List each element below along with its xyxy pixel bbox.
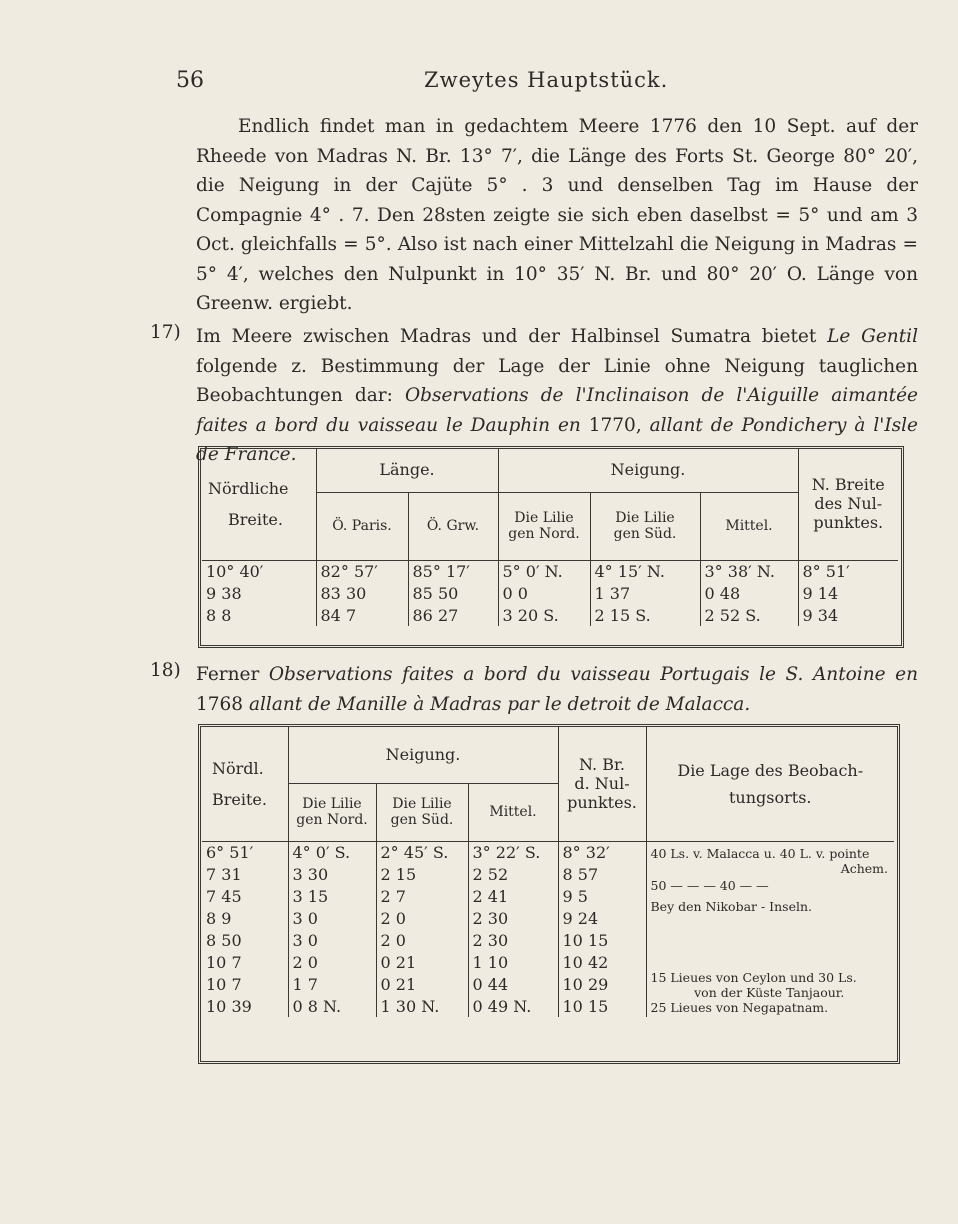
t2-loc4	[651, 970, 889, 1015]
t1-nbreite-3: punktes.	[813, 513, 884, 533]
t2-header-lat-1: Nördl.	[212, 758, 264, 778]
t2-cell-lat: 8 9	[206, 908, 232, 928]
t2-cell-nord: 4° 0′ S.	[288, 841, 376, 863]
t2-cell-nord: 1 7	[288, 973, 376, 995]
t1-lilie-nord-2: gen Nord.	[508, 526, 580, 542]
p17-italic-a: Le Gentil	[827, 326, 918, 347]
table-dauphin	[202, 448, 898, 626]
t2-header-nbr	[558, 727, 646, 841]
p17-text-c: 1770,	[580, 414, 650, 436]
t2-cell-mittel: 2 52	[468, 863, 558, 885]
paragraph-18	[196, 660, 918, 719]
t2-cell-sued: 2 15	[376, 863, 468, 885]
t2-cell-nord: 3 0	[288, 929, 376, 951]
t1-header-paris: Ö. Paris.	[316, 492, 408, 560]
p18-text-b: 1768	[196, 693, 249, 715]
t1-cell-nord: 5° 0′ N.	[498, 560, 590, 582]
t1-row	[202, 604, 898, 626]
t1-header-neigung: Neigung.	[498, 448, 798, 492]
t1-cell-mittel: 2 52 S.	[700, 604, 798, 626]
paragraph-number-18: 18)	[150, 660, 181, 681]
t2-lage-1: Die Lage des Beobach-	[677, 760, 864, 780]
t2-header-neigung: Neigung.	[288, 727, 558, 783]
t1-header-lat-2: Breite.	[228, 509, 283, 529]
p17-text-b: folgende z. Bestimmung der Lage der Linie ohne Neigung tauglichen Beobachtungen dar:	[196, 355, 918, 406]
t2-cell-nul: 10 42	[558, 951, 646, 973]
t2-lilie-sued-1: Die Lilie	[392, 796, 452, 812]
t2-loc3: Bey den Nikobar - Inseln.	[650, 898, 812, 914]
t2-lilie-nord-2: gen Nord.	[296, 812, 368, 828]
t2-cell-nul: 10 15	[558, 929, 646, 951]
t1-body	[202, 560, 898, 626]
t2-header-lilie-nord	[288, 783, 376, 841]
t2-nbr-1: N. Br.	[579, 755, 625, 775]
t2-cell-sued: 2 7	[376, 885, 468, 907]
t2-cell-sued: 2 0	[376, 907, 468, 929]
t1-row	[202, 560, 898, 582]
t1-cell-paris: 83 30	[316, 582, 408, 604]
t1-header-mittel: Mittel.	[700, 492, 798, 560]
t1-nbreite-1: N. Breite	[811, 475, 885, 495]
t1-cell-paris: 82° 57′	[316, 560, 408, 582]
t2-cell-nul: 10 29	[558, 973, 646, 995]
t2-cell-sued: 0 21	[376, 973, 468, 995]
t2-header-latitude	[202, 727, 288, 841]
t1-cell-sued: 1 37	[590, 582, 700, 604]
t2-row	[202, 841, 894, 863]
t2-lilie-sued-2: gen Süd.	[390, 812, 454, 828]
t1-cell-paris: 84 7	[316, 604, 408, 626]
paragraph-number-17: 17)	[150, 322, 181, 343]
t2-cell-sued: 2 0	[376, 929, 468, 951]
t2-cell-nord: 2 0	[288, 951, 376, 973]
t1-cell-nul: 8° 51′	[798, 560, 898, 582]
t1-cell-lat: 10° 40′	[202, 560, 316, 582]
t1-cell-mittel: 3° 38′ N.	[700, 560, 798, 582]
t2-nbr-2: d. Nul-	[574, 774, 630, 794]
t2-cell-nul: 10 15	[558, 995, 646, 1017]
paragraph-madras	[196, 112, 918, 319]
running-title: Zweytes Hauptstück.	[424, 68, 669, 92]
t2-cell-mittel: 2 41	[468, 885, 558, 907]
t2-lilie-nord-1: Die Lilie	[302, 796, 362, 812]
t1-cell-nul: 9 34	[798, 604, 898, 626]
t2-cell-nul: 9 5	[558, 885, 646, 907]
t2-loc2: 50 — — — 40 — —	[650, 877, 769, 893]
paragraph-madras-text: Endlich findet man in gedachtem Meere 1776 den 10 Sept. auf der Rheede von Madras N. Br. 13° 7′, die Länge des Forts St. George 80° 20′, die Neigung in der Cajüte 5° . 3 und denselben Tag im Hause der Compagnie 4° . 7. Den 28sten zeigte sie sich eben daselbst = 5° und am 3 Oct. gleichfalls = 5°. Also ist nach einer Mittelzahl die Neigung in Madras = 5° 4′, welches den Nulpunkt in 10° 35′ N. Br. und 80° 20′ O. Länge von Greenw. ergiebt.	[196, 116, 918, 314]
t1-header-latitude	[202, 448, 316, 560]
t2-cell-mittel: 3° 22′ S.	[468, 841, 558, 863]
t2-cell-lat: 6° 51′	[202, 841, 288, 863]
t2-header-mittel: Mittel.	[468, 783, 558, 841]
t2-lage-2: tungsorts.	[729, 787, 812, 807]
t2-cell-sued: 0 21	[376, 951, 468, 973]
t2-cell-nord: 3 15	[288, 885, 376, 907]
p17-italic-b: Observations de l'Inclinaison de l'Aiguille aimantée faites a bord du vaisseau le Dauphin en	[196, 385, 918, 436]
t2-cell-lat: 8 50	[206, 930, 242, 950]
t2-cell-lat: 10 39	[206, 996, 252, 1016]
t1-header-grw: Ö. Grw.	[408, 492, 498, 560]
t2-loc1-line2: Achem.	[840, 860, 888, 876]
t2-loc1-line1: 40 Ls. v. Malacca u. 40 L. v. pointe	[650, 845, 870, 861]
table-antoine	[202, 727, 894, 1017]
t2-cell-mittel: 2 30	[468, 929, 558, 951]
t1-cell-grw: 85° 17′	[408, 560, 498, 582]
t2-cell-nul: 8 57	[558, 863, 646, 885]
paragraph-18-text	[196, 660, 918, 719]
t1-cell-mittel: 0 48	[700, 582, 798, 604]
t1-cell-sued: 4° 15′ N.	[590, 560, 700, 582]
t1-header-nbreite	[798, 448, 898, 560]
t2-cell-nord: 0 8 N.	[288, 995, 376, 1017]
t2-cell-mittel: 0 44	[468, 973, 558, 995]
t2-cell-nord: 3 30	[288, 863, 376, 885]
t2-cell-lat: 10 7	[206, 952, 242, 972]
t1-header-lilie-sued	[590, 492, 700, 560]
t2-body	[202, 841, 894, 1017]
t2-header-lilie-sued	[376, 783, 468, 841]
t1-cell-lat: 9 38	[206, 583, 242, 603]
p17-italic-c: allant de Pondichery à l'Isle de France.	[196, 414, 918, 465]
t1-lilie-sued-1: Die Lilie	[615, 510, 675, 526]
t1-cell-lat: 8 8	[206, 605, 232, 625]
t2-loc4-line2: von der Küste Tanjaour.	[694, 985, 845, 1000]
t1-lilie-sued-2: gen Süd.	[613, 526, 677, 542]
t1-cell-nord: 0 0	[498, 582, 590, 604]
t1-cell-grw: 86 27	[408, 604, 498, 626]
t2-cell-lat: 10 7	[206, 974, 242, 994]
p18-italic-a: Observations faites a bord du vaisseau Portugais le S. Antoine en	[268, 664, 918, 685]
p17-text-a: Im Meere zwischen Madras und der Halbinsel Sumatra bietet	[196, 326, 828, 347]
t2-nbr-3: punktes.	[567, 793, 637, 813]
t2-cell-nul: 8° 32′	[558, 841, 646, 863]
p18-italic-b: allant de Manille à Madras par le detroit de Malacca.	[248, 693, 751, 715]
t1-header-lilie-nord	[498, 492, 590, 560]
t1-cell-nul: 9 14	[798, 582, 898, 604]
t2-cell-mittel: 2 30	[468, 907, 558, 929]
p18-text-a: Ferner	[196, 664, 269, 685]
t1-header-laenge: Länge.	[316, 448, 498, 492]
t2-cell-lat: 7 45	[206, 886, 242, 906]
t1-cell-grw: 85 50	[408, 582, 498, 604]
page-header	[0, 64, 958, 104]
t2-header-lat-2: Breite.	[212, 789, 267, 809]
t1-cell-sued: 2 15 S.	[590, 604, 700, 626]
t2-header-lage	[646, 727, 894, 841]
page-number: 56	[176, 68, 204, 93]
t1-nbreite-2: des Nul-	[814, 494, 883, 514]
t2-cell-sued: 2° 45′ S.	[376, 841, 468, 863]
t1-cell-nord: 3 20 S.	[498, 604, 590, 626]
t1-lilie-nord-1: Die Lilie	[514, 510, 574, 526]
t2-locations	[646, 841, 894, 1017]
t2-cell-nul: 9 24	[558, 907, 646, 929]
t2-loc1	[647, 842, 895, 876]
t2-cell-lat: 7 31	[206, 864, 242, 884]
t1-row	[202, 582, 898, 604]
t2-loc4-line3: 25 Lieues von Negapatnam.	[650, 1000, 829, 1015]
t2-cell-mittel: 1 10	[468, 951, 558, 973]
t1-header-lat-1: Nördliche	[208, 478, 289, 498]
t2-cell-nord: 3 0	[288, 907, 376, 929]
t2-cell-mittel: 0 49 N.	[468, 995, 558, 1017]
t2-loc4-line1: 15 Lieues von Ceylon und 30 Ls.	[650, 970, 857, 985]
t2-cell-sued: 1 30 N.	[376, 995, 468, 1017]
